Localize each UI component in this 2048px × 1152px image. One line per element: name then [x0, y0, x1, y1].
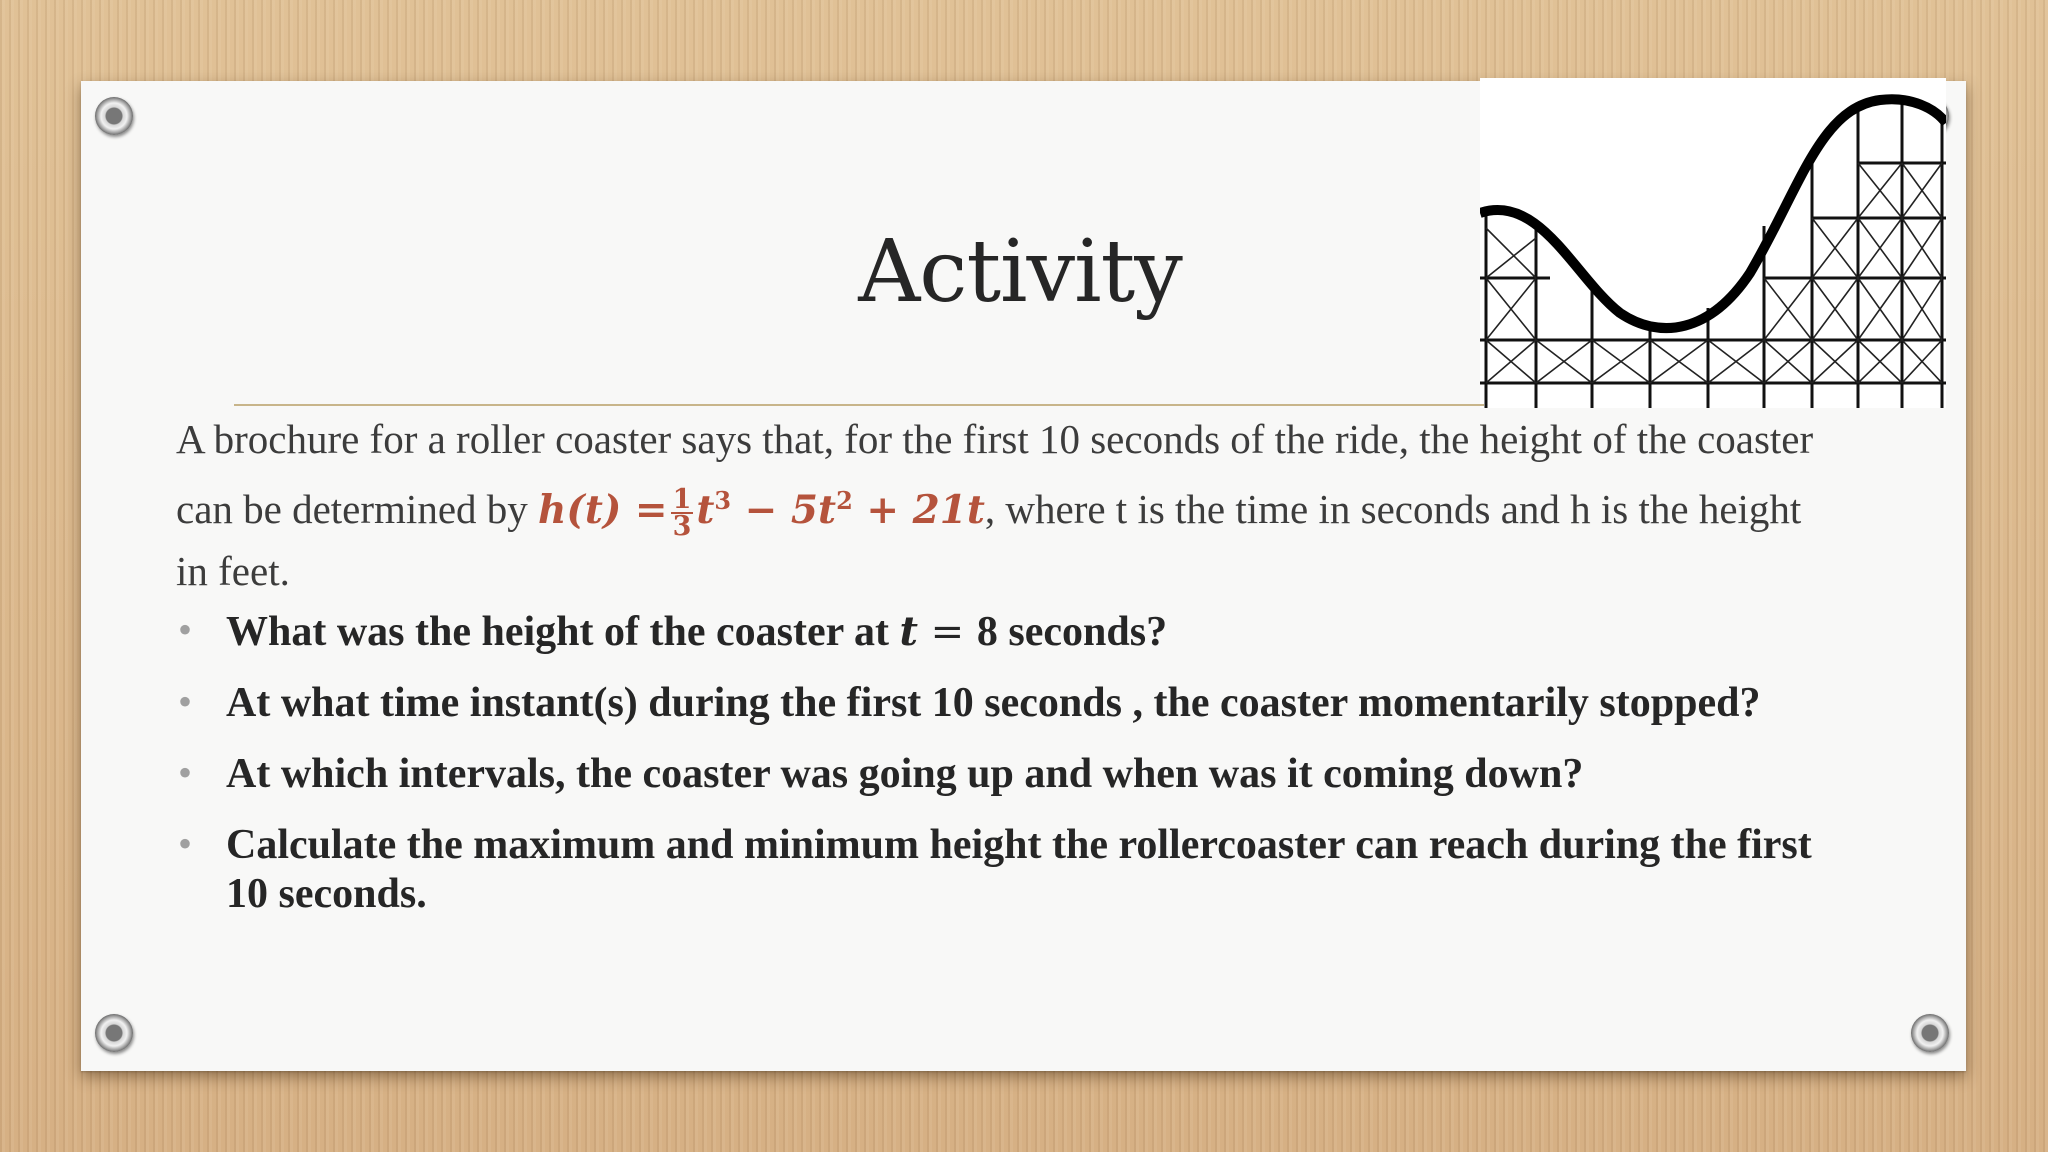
intro-text-end: , where t is the time in seconds and h is the height in feet.	[176, 486, 1802, 594]
grommet-icon	[95, 97, 133, 135]
fraction-denominator: 3	[672, 511, 692, 542]
question-item	[176, 607, 1836, 657]
question-text: What was the height of the coaster at	[226, 609, 900, 655]
roller-coaster-illustration	[1480, 78, 1946, 408]
fraction-numerator: 1	[672, 484, 692, 515]
title-divider	[234, 404, 1484, 406]
equation-term1: t	[696, 487, 715, 533]
intro-text-start: A brochure for a roller coaster says that, for the first 10 seconds of the ride, the height of the coaster can be determined by	[176, 416, 1814, 532]
question-item	[176, 750, 1836, 799]
question-item	[176, 821, 1836, 919]
intro-paragraph	[176, 409, 1836, 602]
slide-title: Activity	[858, 222, 1182, 322]
question-text: At which intervals, the coaster was going up and when was it coming down?	[226, 751, 1584, 797]
equation-equals: =	[634, 487, 668, 533]
equation-term1-exponent: 3	[714, 486, 732, 515]
equation-term2-exponent: 2	[836, 486, 853, 515]
equation-fraction	[671, 484, 694, 542]
question-text: Calculate the maximum and minimum height the rollercoaster can reach during the first 10 seconds.	[226, 822, 1812, 917]
math-variable: t	[899, 608, 918, 655]
question-item	[176, 679, 1836, 728]
question-text-end: seconds?	[997, 609, 1168, 655]
grommet-icon	[95, 1014, 133, 1052]
equation-term2: − 5t	[731, 487, 837, 533]
equation-term3: + 21t	[852, 487, 985, 533]
grommet-icon	[1911, 1014, 1949, 1052]
math-value: 8	[976, 609, 998, 655]
height-equation	[538, 484, 985, 542]
math-operator: =	[917, 609, 977, 655]
equation-lhs: h(t)	[538, 487, 622, 533]
question-list	[176, 607, 1836, 941]
question-text: At what time instant(s) during the first 10 seconds , the coaster momentarily stopped?	[226, 680, 1761, 726]
